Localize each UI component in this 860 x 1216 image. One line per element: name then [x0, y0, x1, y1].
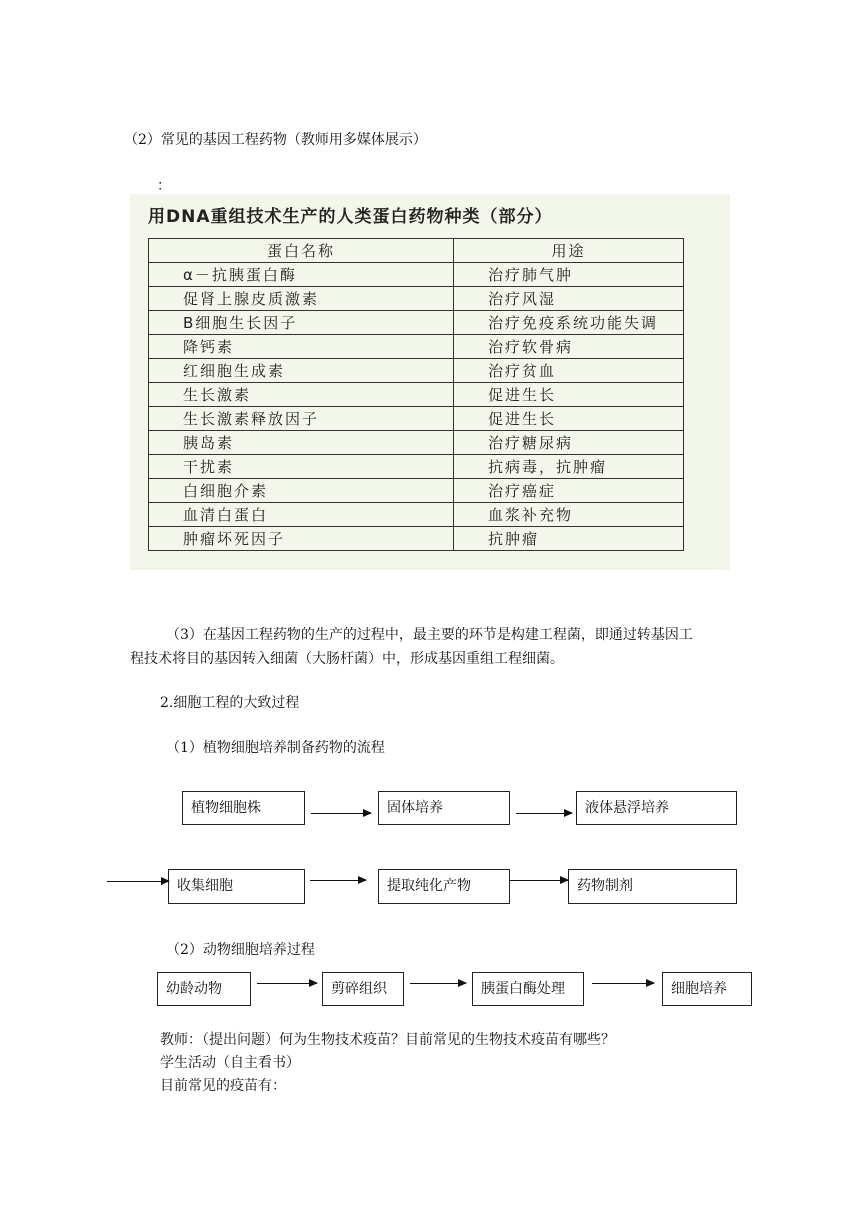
- flow-box-trypsin-treatment: 胰蛋白酶处理: [472, 972, 584, 1006]
- table-row: [149, 383, 684, 407]
- flow-box-drug-preparation: 药物制剂: [568, 869, 737, 904]
- student-activity: 学生活动（自主看书）: [160, 1055, 300, 1071]
- teacher-question: 教师：（提出问题）何为生物技术疫苗？目前常见的生物技术疫苗有哪些？: [160, 1032, 615, 1048]
- cell-protein-name: 血清白蛋白: [149, 503, 454, 527]
- common-vaccines-line: 目前常见的疫苗有：: [160, 1078, 286, 1094]
- flow-box-solid-culture: 固体培养: [378, 791, 510, 825]
- table-row: [149, 287, 684, 311]
- table-row: [149, 527, 684, 551]
- flow-box-cell-culture: 细胞培养: [662, 972, 752, 1006]
- arrow-right-icon: [510, 880, 568, 881]
- cell-use: 治疗贫血: [454, 359, 684, 383]
- cell-protein-name: 生长激素: [149, 383, 454, 407]
- plant-culture-heading: （1）植物细胞培养制备药物的流程: [166, 740, 385, 756]
- cell-use: 抗肿瘤: [454, 527, 684, 551]
- protein-drug-table-image: [130, 194, 730, 570]
- table-row: [149, 431, 684, 455]
- cell-protein-name: α－抗胰蛋白酶: [149, 263, 454, 287]
- protein-drug-table: [148, 238, 684, 551]
- paragraph-3-line-1: （3）在基因工程药物的生产的过程中，最主要的环节是构建工程菌，即通过转基因工: [166, 627, 693, 643]
- cell-protein-name: 促肾上腺皮质激素: [149, 287, 454, 311]
- column-header-use: 用途: [454, 239, 684, 263]
- cell-protein-name: 红细胞生成素: [149, 359, 454, 383]
- cell-protein-name: B细胞生长因子: [149, 311, 454, 335]
- table-row: [149, 455, 684, 479]
- cell-protein-name: 胰岛素: [149, 431, 454, 455]
- cell-use: 血浆补充物: [454, 503, 684, 527]
- cell-use: 抗病毒，抗肿瘤: [454, 455, 684, 479]
- cell-protein-name: 干扰素: [149, 455, 454, 479]
- arrow-right-icon: [516, 813, 572, 814]
- section-heading-drugs: （2）常见的基因工程药物（教师用多媒体展示）: [124, 132, 427, 148]
- flow-box-extract-purify: 提取纯化产物: [378, 869, 510, 904]
- table-row: [149, 263, 684, 287]
- column-header-protein: 蛋白名称: [149, 239, 454, 263]
- cell-protein-name: 肿瘤坏死因子: [149, 527, 454, 551]
- table-row: [149, 335, 684, 359]
- arrow-right-icon: [410, 983, 466, 984]
- table-row: [149, 311, 684, 335]
- colon-mark: ：: [157, 178, 171, 194]
- arrow-right-icon: [311, 813, 371, 814]
- table-row: [149, 407, 684, 431]
- arrow-right-icon: [107, 881, 169, 882]
- table-title: 用DNA重组技术生产的人类蛋白药物种类（部分）: [148, 207, 553, 227]
- table-row: [149, 479, 684, 503]
- arrow-right-icon: [310, 880, 366, 881]
- table-body: [149, 263, 684, 551]
- table-header-row: [149, 239, 684, 263]
- table-row: [149, 359, 684, 383]
- cell-protein-name: 白细胞介素: [149, 479, 454, 503]
- cell-protein-name: 降钙素: [149, 335, 454, 359]
- cell-use: 治疗软骨病: [454, 335, 684, 359]
- cell-use: 治疗肺气肿: [454, 263, 684, 287]
- cell-use: 治疗风湿: [454, 287, 684, 311]
- cell-use: 促进生长: [454, 383, 684, 407]
- cell-engineering-heading: 2.细胞工程的大致过程: [160, 695, 300, 711]
- cell-use: 治疗糖尿病: [454, 431, 684, 455]
- flow-box-young-animal: 幼龄动物: [157, 972, 251, 1006]
- flow-box-mince-tissue: 剪碎组织: [322, 972, 404, 1006]
- flow-box-plant-cell-line: 植物细胞株: [182, 791, 305, 825]
- cell-use: 治疗癌症: [454, 479, 684, 503]
- animal-culture-heading: （2）动物细胞培养过程: [166, 942, 315, 958]
- flow-box-liquid-suspension-culture: 液体悬浮培养: [576, 791, 737, 825]
- cell-protein-name: 生长激素释放因子: [149, 407, 454, 431]
- arrow-right-icon: [592, 983, 654, 984]
- paragraph-3-line-2: 程技术将目的基因转入细菌（大肠杆菌）中，形成基因重组工程细菌。: [130, 651, 564, 667]
- flow-box-collect-cells: 收集细胞: [168, 869, 305, 904]
- arrow-right-icon: [257, 983, 317, 984]
- cell-use: 治疗免疫系统功能失调: [454, 311, 684, 335]
- table-row: [149, 503, 684, 527]
- cell-use: 促进生长: [454, 407, 684, 431]
